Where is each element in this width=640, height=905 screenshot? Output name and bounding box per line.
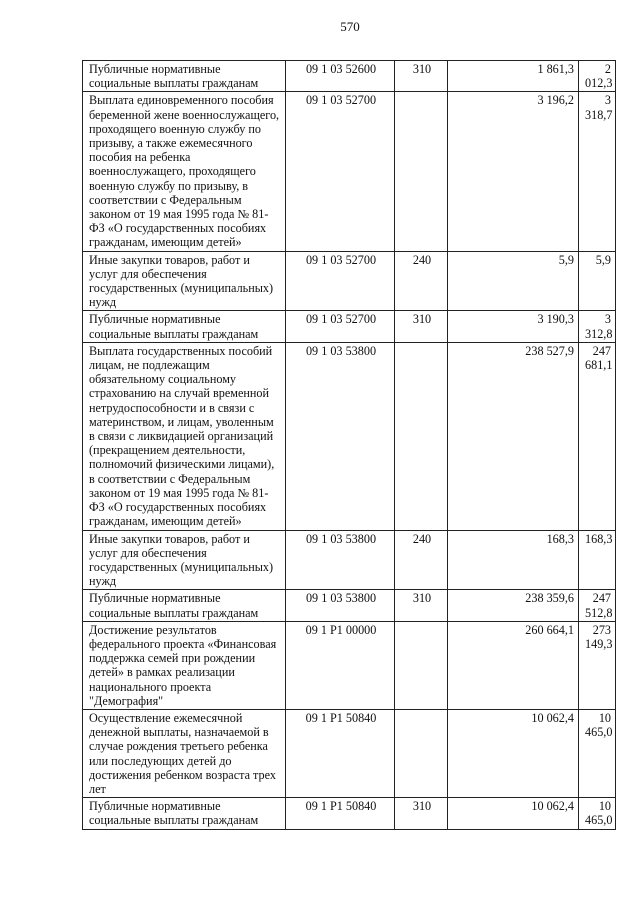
expense-type-code: 240 <box>395 530 448 590</box>
table-row <box>83 311 616 342</box>
table-row <box>83 621 616 709</box>
expense-type-code <box>395 92 448 251</box>
expense-name: Публичные нормативные социальные выплаты гражданам <box>83 798 286 829</box>
amount-year-1: 168,3 <box>448 530 579 590</box>
target-code: 09 1 P1 00000 <box>286 621 395 709</box>
amount-year-2: 10 465,0 <box>579 798 616 829</box>
expense-name: Иные закупки товаров, работ и услуг для обеспечения государственных (муниципальных) нужд <box>83 251 286 311</box>
table-row <box>83 251 616 311</box>
amount-year-2: 5,9 <box>579 251 616 311</box>
amount-year-1: 238 527,9 <box>448 342 579 530</box>
target-code: 09 1 03 52700 <box>286 251 395 311</box>
expense-type-code: 310 <box>395 590 448 621</box>
target-code: 09 1 P1 50840 <box>286 709 395 797</box>
amount-year-2: 247 512,8 <box>579 590 616 621</box>
amount-year-2: 273 149,3 <box>579 621 616 709</box>
expense-name: Публичные нормативные социальные выплаты гражданам <box>83 311 286 342</box>
expense-type-code <box>395 621 448 709</box>
target-code: 09 1 03 53800 <box>286 590 395 621</box>
target-code: 09 1 03 52700 <box>286 92 395 251</box>
amount-year-2: 10 465,0 <box>579 709 616 797</box>
amount-year-2: 3 318,7 <box>579 92 616 251</box>
amount-year-1: 260 664,1 <box>448 621 579 709</box>
expense-type-code: 310 <box>395 798 448 829</box>
budget-table <box>82 60 616 830</box>
expense-name: Достижение результатов федерального проекта «Финансовая поддержка семей при рождении детей» в рамках реализации национального проекта "Демография" <box>83 621 286 709</box>
table-row <box>83 61 616 92</box>
amount-year-2: 168,3 <box>579 530 616 590</box>
table-row <box>83 709 616 797</box>
expense-type-code: 310 <box>395 61 448 92</box>
expense-name: Осуществление ежемесячной денежной выплаты, назначаемой в случае рождения третьего ребенка или последующих детей до достижения ребенком возраста трех лет <box>83 709 286 797</box>
expense-name: Выплата государственных пособий лицам, не подлежащим обязательному социальному страхованию на случай временной нетрудоспособности и в связи с материнством, и лицам, уволенным в связи с ликвидацией организаций (прекращением деятельности, полномочий физическими лицами), в соответствии с Федеральным законом от 19 мая 1995 года № 81-ФЗ «О государственных пособиях гражданам, имеющим детей» <box>83 342 286 530</box>
amount-year-1: 238 359,6 <box>448 590 579 621</box>
table-row <box>83 530 616 590</box>
amount-year-1: 3 190,3 <box>448 311 579 342</box>
amount-year-2: 247 681,1 <box>579 342 616 530</box>
target-code: 09 1 P1 50840 <box>286 798 395 829</box>
table-row <box>83 342 616 530</box>
expense-name: Иные закупки товаров, работ и услуг для обеспечения государственных (муниципальных) нужд <box>83 530 286 590</box>
expense-name: Публичные нормативные социальные выплаты гражданам <box>83 61 286 92</box>
amount-year-1: 5,9 <box>448 251 579 311</box>
amount-year-1: 10 062,4 <box>448 709 579 797</box>
expense-name: Выплата единовременного пособия беременной жене военнослужащего, проходящего военную службу по призыву, а также ежемесячного пособия на ребенка военнослужащего, проходящего военную службу по призыву, в соответствии с Федеральным законом от 19 мая 1995 года № 81-ФЗ «О государственных пособиях гражданам, имеющим детей» <box>83 92 286 251</box>
table-row <box>83 92 616 251</box>
amount-year-2: 2 012,3 <box>579 61 616 92</box>
table-row <box>83 798 616 829</box>
expense-type-code <box>395 342 448 530</box>
target-code: 09 1 03 52700 <box>286 311 395 342</box>
expense-name: Публичные нормативные социальные выплаты гражданам <box>83 590 286 621</box>
expense-type-code: 240 <box>395 251 448 311</box>
table-row <box>83 590 616 621</box>
target-code: 09 1 03 53800 <box>286 530 395 590</box>
expense-type-code <box>395 709 448 797</box>
expense-type-code: 310 <box>395 311 448 342</box>
amount-year-2: 3 312,8 <box>579 311 616 342</box>
target-code: 09 1 03 52600 <box>286 61 395 92</box>
target-code: 09 1 03 53800 <box>286 342 395 530</box>
amount-year-1: 10 062,4 <box>448 798 579 829</box>
amount-year-1: 1 861,3 <box>448 61 579 92</box>
amount-year-1: 3 196,2 <box>448 92 579 251</box>
page-number: 570 <box>340 19 360 34</box>
